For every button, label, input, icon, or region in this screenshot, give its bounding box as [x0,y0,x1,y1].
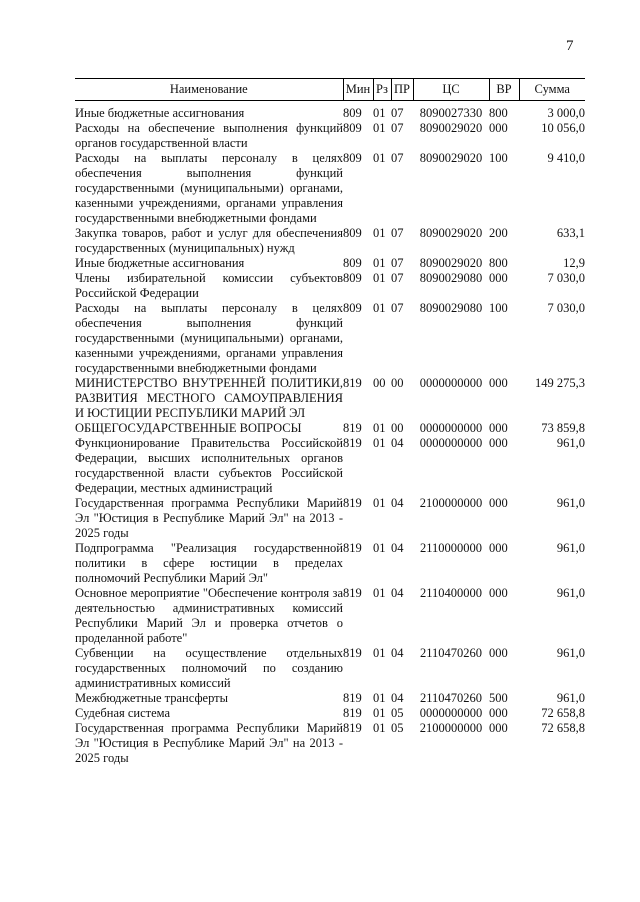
cell-pr: 07 [391,256,404,270]
cell-min: 809 [343,301,362,315]
table-row [75,301,585,376]
cell-cs: 8090029020 [419,256,483,270]
cell-sum: 961,0 [556,496,585,510]
cell-name: Расходы на обеспечение выполнения функций органов государственной власти [75,121,343,150]
cell-sum: 7 030,0 [547,271,585,285]
cell-sum: 7 030,0 [547,301,585,315]
cell-min: 809 [343,256,362,270]
cell-rz: 01 [373,301,386,315]
cell-rz: 01 [373,256,386,270]
cell-name: ОБЩЕГОСУДАРСТВЕННЫЕ ВОПРОСЫ [75,421,302,435]
cell-name: Закупка товаров, работ и услуг для обеспечения государственных (муниципальных) нужд [75,226,343,255]
cell-name: Члены избирательной комиссии субъектов Российской Федерации [75,271,343,300]
table-row [75,436,585,496]
cell-vr: 000 [489,586,508,600]
cell-sum: 961,0 [556,646,585,660]
cell-name: Функционирование Правительства Российской Федерации, высших исполнительных органов государственной власти субъектов Российской Федерации, местных администраций [75,436,343,495]
cell-sum: 72 658,8 [541,721,585,735]
cell-min: 819 [343,436,362,450]
cell-cs: 2110400000 [419,586,483,600]
cell-cs: 2110470260 [419,691,483,705]
cell-vr: 800 [489,106,508,120]
table-row [75,706,585,721]
cell-pr: 07 [391,106,404,120]
cell-name: Расходы на выплаты персоналу в целях обеспечения выполнения функций государственными (муниципальными) органами, казенными учреждениями, органами управления государственными внебюджетными фондами [75,301,343,375]
cell-vr: 000 [489,706,508,720]
table-row [75,721,585,766]
table-row [75,121,585,151]
cell-rz: 01 [373,706,386,720]
cell-vr: 000 [489,121,508,135]
cell-rz: 01 [373,691,386,705]
table-row [75,421,585,436]
cell-min: 819 [343,721,362,735]
page-number: 7 [566,38,574,54]
header-min: Мин [343,79,373,101]
cell-min: 819 [343,496,362,510]
cell-rz: 00 [373,376,386,390]
cell-pr: 00 [391,376,404,390]
cell-pr: 04 [391,541,404,555]
cell-sum: 961,0 [556,691,585,705]
cell-pr: 07 [391,301,404,315]
cell-vr: 100 [489,301,508,315]
table-row [75,271,585,301]
cell-rz: 01 [373,436,386,450]
cell-name: МИНИСТЕРСТВО ВНУТРЕННЕЙ ПОЛИТИКИ, РАЗВИТИЯ МЕСТНОГО САМОУПРАВЛЕНИЯ И ЮСТИЦИИ РЕСПУБЛИКИ МАРИЙ ЭЛ [75,376,343,420]
cell-pr: 04 [391,436,404,450]
header-name: Наименование [75,79,343,101]
cell-sum: 9 410,0 [547,151,585,165]
cell-vr: 000 [489,541,508,555]
cell-sum: 73 859,8 [541,421,585,435]
cell-name: Судебная система [75,706,171,720]
cell-pr: 04 [391,646,404,660]
header-pr: ПР [391,79,413,101]
cell-min: 809 [343,121,362,135]
cell-min: 809 [343,151,362,165]
cell-rz: 01 [373,646,386,660]
cell-rz: 01 [373,271,386,285]
cell-pr: 04 [391,496,404,510]
cell-pr: 07 [391,226,404,240]
cell-name: Подпрограмма "Реализация государственной политики в сфере юстиции в пределах полномочий Республики Марий Эл" [75,541,343,585]
cell-min: 819 [343,586,362,600]
cell-sum: 961,0 [556,436,585,450]
cell-vr: 000 [489,721,508,735]
table-row [75,646,585,691]
cell-cs: 8090029020 [419,151,483,165]
cell-cs: 0000000000 [419,706,483,720]
cell-cs: 2110000000 [419,541,483,555]
cell-name: Государственная программа Республики Марий Эл "Юстиция в Республике Марий Эл" на 2013 - 2025 годы [75,721,343,765]
cell-vr: 000 [489,376,508,390]
cell-rz: 01 [373,541,386,555]
cell-pr: 05 [391,706,404,720]
cell-vr: 000 [489,421,508,435]
cell-pr: 07 [391,121,404,135]
cell-cs: 8090029020 [419,121,483,135]
cell-vr: 200 [489,226,508,240]
cell-min: 819 [343,421,362,435]
cell-rz: 01 [373,586,386,600]
cell-name: Основное мероприятие "Обеспечение контроля за деятельностью административных комиссий Республики Марий Эл и проверка отчетов о проделанной работе" [75,586,343,645]
table-row [75,376,585,421]
cell-cs: 0000000000 [419,421,483,435]
cell-cs: 8090029080 [419,271,483,285]
cell-min: 819 [343,646,362,660]
cell-vr: 500 [489,691,508,705]
cell-rz: 01 [373,106,386,120]
cell-vr: 000 [489,646,508,660]
cell-rz: 01 [373,496,386,510]
table-row [75,541,585,586]
cell-min: 819 [343,541,362,555]
cell-name: Иные бюджетные ассигнования [75,256,245,270]
cell-min: 809 [343,226,362,240]
cell-sum: 72 658,8 [541,706,585,720]
cell-rz: 01 [373,421,386,435]
table-row [75,151,585,226]
budget-table [75,78,585,766]
header-sum: Сумма [519,79,585,101]
cell-vr: 000 [489,496,508,510]
cell-sum: 10 056,0 [541,121,585,135]
cell-cs: 8090029020 [419,226,483,240]
cell-vr: 000 [489,436,508,450]
cell-min: 809 [343,271,362,285]
table-row [75,256,585,271]
table-row [75,106,585,121]
cell-name: Межбюджетные трансферты [75,691,229,705]
cell-name: Расходы на выплаты персоналу в целях обеспечения выполнения функций государственными (муниципальными) органами, казенными учреждениями, органами управления государственными внебюджетными фондами [75,151,343,225]
cell-sum: 961,0 [556,541,585,555]
cell-sum: 961,0 [556,586,585,600]
cell-vr: 800 [489,256,508,270]
table-row [75,226,585,256]
cell-name: Иные бюджетные ассигнования [75,106,245,120]
table-body [75,106,585,766]
cell-pr: 07 [391,151,404,165]
cell-pr: 04 [391,586,404,600]
cell-min: 819 [343,691,362,705]
cell-vr: 000 [489,271,508,285]
cell-pr: 05 [391,721,404,735]
cell-cs: 8090029080 [419,301,483,315]
cell-pr: 04 [391,691,404,705]
cell-sum: 149 275,3 [535,376,585,390]
cell-pr: 00 [391,421,404,435]
cell-min: 809 [343,106,362,120]
cell-cs: 2100000000 [419,496,483,510]
cell-cs: 8090027330 [419,106,483,120]
cell-sum: 3 000,0 [547,106,585,120]
cell-cs: 2100000000 [419,721,483,735]
header-rz: Рз [373,79,391,101]
table-row [75,496,585,541]
header-vr: ВР [489,79,519,101]
cell-name: Государственная программа Республики Марий Эл "Юстиция в Республике Марий Эл" на 2013 - 2025 годы [75,496,343,540]
cell-rz: 01 [373,151,386,165]
cell-sum: 633,1 [556,226,585,240]
cell-pr: 07 [391,271,404,285]
cell-vr: 100 [489,151,508,165]
cell-name: Субвенции на осуществление отдельных государственных полномочий по созданию административных комиссий [75,646,343,690]
header-cs: ЦС [413,79,489,101]
cell-cs: 2110470260 [419,646,483,660]
table-row [75,586,585,646]
cell-cs: 0000000000 [419,436,483,450]
cell-rz: 01 [373,226,386,240]
cell-min: 819 [343,706,362,720]
table-row [75,691,585,706]
cell-rz: 01 [373,721,386,735]
cell-cs: 0000000000 [419,376,483,390]
cell-min: 819 [343,376,362,390]
header-row [75,79,585,101]
cell-sum: 12,9 [563,256,585,270]
cell-rz: 01 [373,121,386,135]
